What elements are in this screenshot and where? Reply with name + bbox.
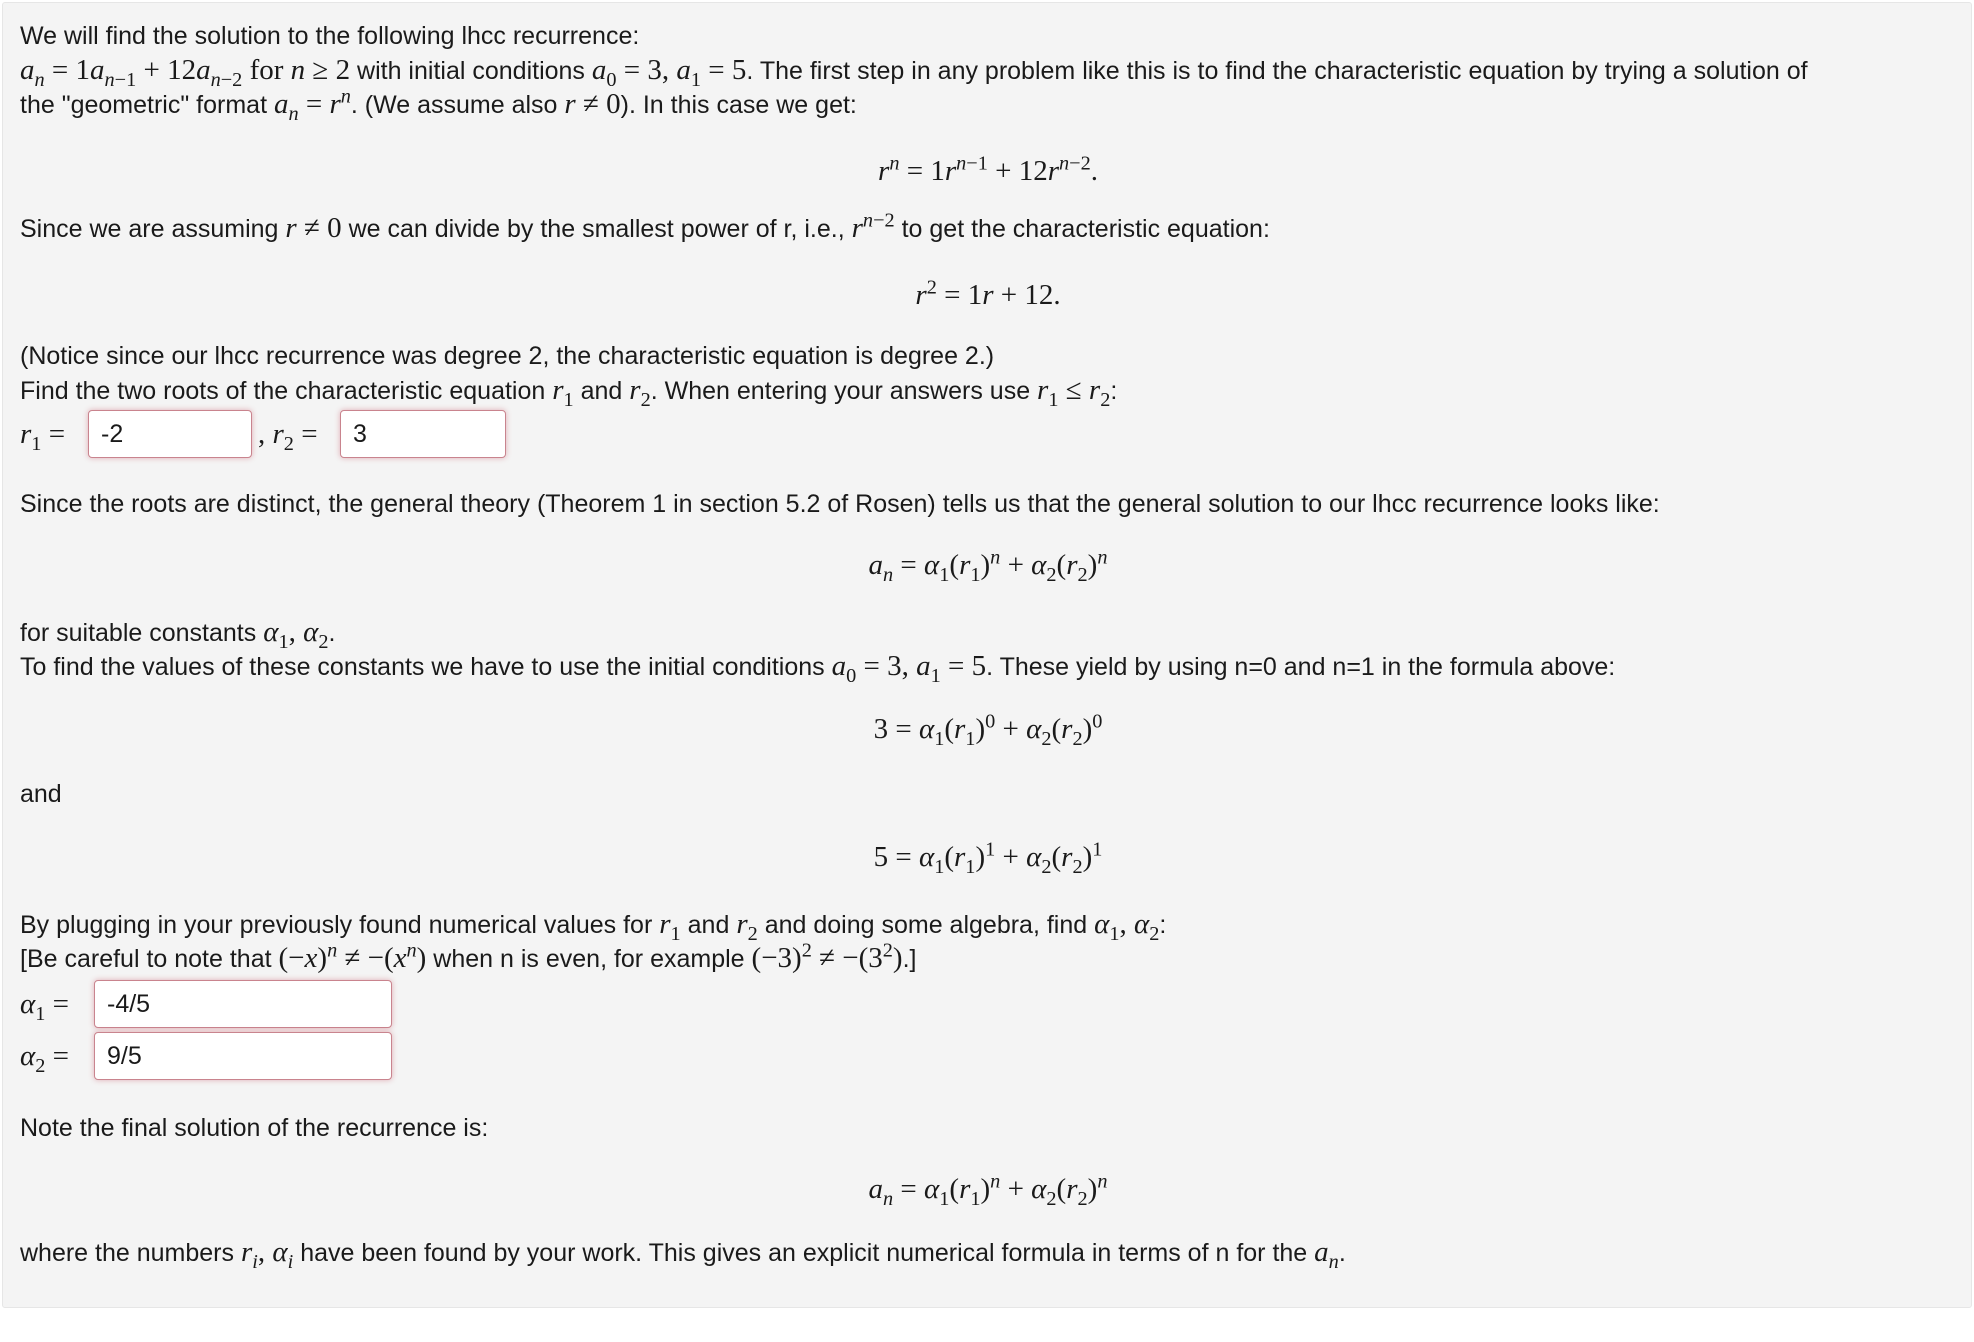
constants-text: for suitable constants $\alpha_1$, $\alpha_2$. [20,616,336,653]
and-text: and [20,780,62,808]
geometric-format-text: the "geometric" format $a_n = r^n$. (We assume also r ≠ 0). In this case we get: [20,85,857,125]
plugging-text: By plugging in your previously found numerical values for $r_1$ and $r_2$ and doing some algebra, find $\alpha_1$, $\alpha_2$: [20,908,1167,945]
r1-input[interactable]: -2 [88,410,252,458]
r2-label: , $r_2$ = [258,417,318,455]
alpha1-answer-row [20,978,392,1030]
characteristic-equation: $r^2 = 1r + 12$. [915,276,1061,311]
alpha1-input[interactable]: -4/5 [94,980,392,1028]
problem-panel [2,2,1972,1308]
equation-n1: $5 = \alpha_1(r_1)^1 + \alpha_2(r_2)^1$ [873,838,1103,878]
find-roots-text: Find the two roots of the characteristic equation $r_1$ and $r_2$. When entering your answers use $r_1 \le r_2$: [20,374,1118,411]
closing-text: where the numbers $r_i$, $\alpha_i$ have been found by your work. This gives an explicit numerical formula in terms of n for the $a_n$. [20,1236,1346,1273]
r2-input[interactable]: 3 [340,410,506,458]
careful-note: [Be careful to note that $(-x)^n \ne -(x^n)$ when n is even, for example $(-3)^2 \ne -(3^2)$.] [20,939,917,974]
intro-text: We will find the solution to the following lhcc recurrence: [20,22,640,50]
alpha2-answer-row [20,1030,392,1082]
equation-rn: $r^n = 1r^{n-1} + 12r^{n-2}$. [878,152,1098,187]
equation-n0: $3 = \alpha_1(r_1)^0 + \alpha_2(r_2)^0$ [873,710,1103,750]
alpha2-input[interactable]: 9/5 [94,1032,392,1080]
r1-label: $r_1$ = [20,417,66,455]
alpha2-label: $\alpha_2$ = [20,1039,69,1077]
recurrence-statement: $a_n = 1a_{n-1} + 12a_{n-2}$ for n ≥ 2 with initial conditions $a_0 = 3$, $a_1 = 5$. The first step in any problem like this is to find the characteristic equation by trying a solution of [20,54,1808,91]
alpha1-label: $\alpha_1$ = [20,987,69,1025]
notice-text: (Notice since our lhcc recurrence was degree 2, the characteristic equation is degree 2.) [20,342,995,370]
recurrence-formula: $a_n = 1a_{n-1} + 12a_{n-2}$ for n ≥ 2 [20,54,351,91]
final-solution: $a_n = \alpha_1(r_1)^n + \alpha_2(r_2)^n$ [868,1170,1108,1210]
roots-answer-row [20,408,506,460]
general-theory-text: Since the roots are distinct, the general theory (Theorem 1 in section 5.2 of Rosen) tells us that the general solution to our lhcc recurrence looks like: [20,490,1660,518]
initial-conditions: $a_0 = 3$, $a_1 = 5$ [591,54,747,91]
divide-text: Since we are assuming r ≠ 0 we can divide by the smallest power of r, i.e., $r^{n-2}$ to get the characteristic equation: [20,209,1270,244]
general-solution: $a_n = \alpha_1(r_1)^n + \alpha_2(r_2)^n$ [868,546,1108,586]
final-solution-text: Note the final solution of the recurrence is: [20,1114,489,1142]
initial-conditions-text: To find the values of these constants we have to use the initial conditions $a_0 = 3$, $a_1 = 5$. These yield by using n=0 and n=1 in the formula above: [20,650,1616,687]
